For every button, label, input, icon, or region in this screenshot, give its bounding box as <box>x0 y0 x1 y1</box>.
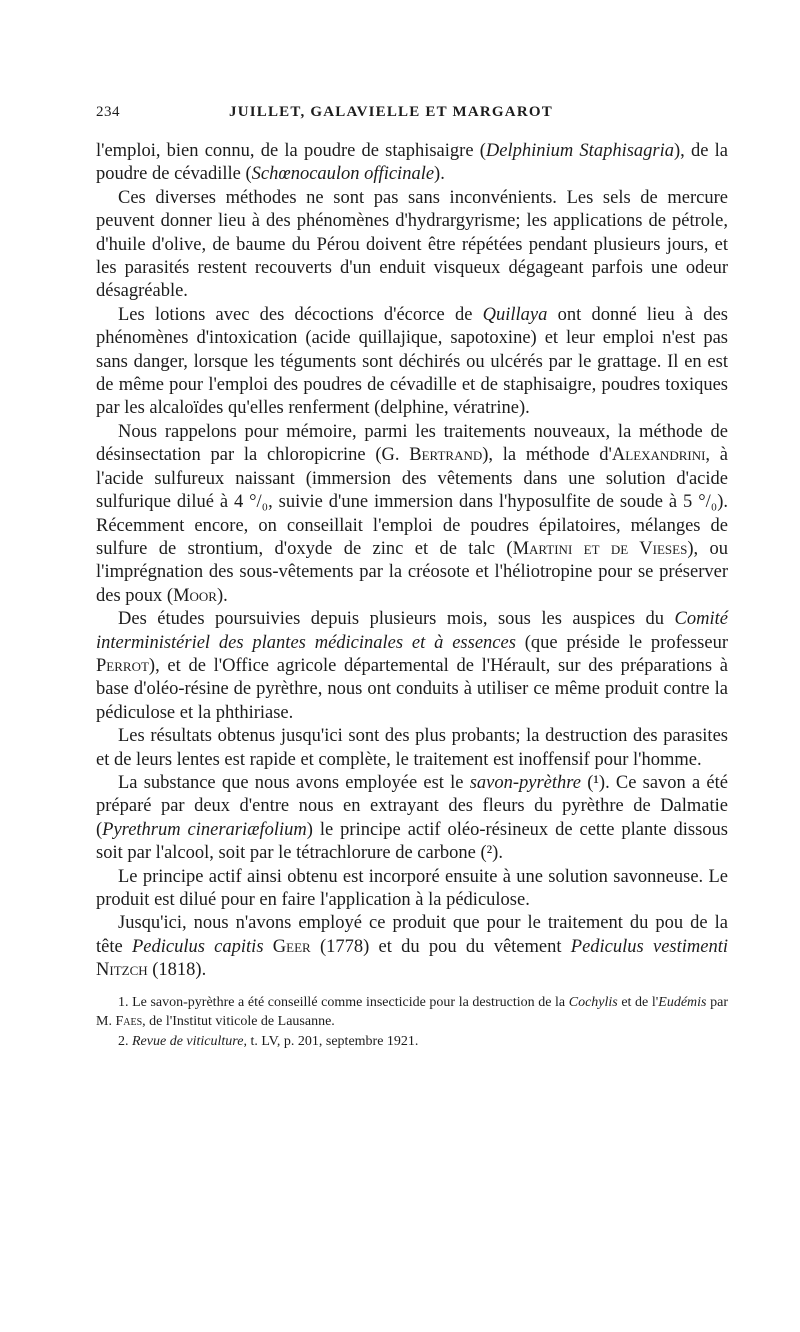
page-number: 234 <box>96 104 120 120</box>
footnote: 2. Revue de viticulture, t. LV, p. 201, septembre 1921. <box>118 1033 419 1049</box>
paragraph: l'emploi, bien connu, de la poudre de staphisaigre (Delphinium Staphisagria), de la poudre de cévadille (Schœnocaulon officinale). <box>96 141 728 185</box>
page-header <box>96 104 728 130</box>
paragraph: Jusqu'ici, nous n'avons employé ce produit que pour le traitement du pou de la tête Pediculus capitis Geer (1778) et du pou du vêtement Pediculus vestimenti Nitzch (1818). <box>96 913 728 981</box>
paragraph: Nous rappelons pour mémoire, parmi les traitements nouveaux, la méthode de désinsectation par la chloropicrine (G. Bertrand), la méthode d'Alexandrini, à l'acide sulfureux naissant (immersion des vêtements dans une solution d'acide sulfurique dilué à 4 °/₀, suivie d'une immersion dans l'hyposulfite de soude à 5 °/₀). Récemment encore, on conseillait l'emploi de poudres épilatoires, mélanges de sulfure de strontium, d'oxyde de zinc et de talc (Martini et de Vieses), ou l'imprégnation des sous-vêtements par la créosote et l'héliotropine pour se préserver des poux (Moor). <box>96 421 729 606</box>
paragraph: Des études poursuivies depuis plusieurs mois, sous les auspices du Comité interministériel des plantes médicinales et à essences (que préside le professeur Perrot), et de l'Office agricole départemental de l'Hérault, sur des préparations à base d'oléo-résine de pyrèthre, nous ont conduits à utiliser ce même produit contre la pédiculose et la phthiriase. <box>96 609 728 723</box>
running-head-authors: JUILLET, GALAVIELLE ET MARGAROT <box>229 104 553 120</box>
paragraph: Le principe actif ainsi obtenu est incorporé ensuite à une solution savonneuse. Le produit est dilué pour en faire l'application à la pédiculose. <box>96 866 728 910</box>
footnote: 1. Le savon-pyrèthre a été conseillé comme insecticide pour la destruction de la Cochylis et de l'Eudémis par M. Faes, de l'Institut viticole de Lausanne. <box>96 994 728 1030</box>
footnotes <box>96 993 728 1052</box>
paragraph: Ces diverses méthodes ne sont pas sans inconvénients. Les sels de mercure peuvent donner lieu à des phénomènes d'hydrargyrisme; les applications de pétrole, d'huile d'olive, de baume du Pérou doivent être répétées pendant plusieurs jours, et les parasités restent recouverts d'un enduit visqueux dégageant parfois une odeur désagréable. <box>96 187 728 302</box>
paragraph: La substance que nous avons employée est le savon-pyrèthre (¹). Ce savon a été préparé par deux d'entre nous en extrayant des fleurs du pyrèthre de Dalmatie (Pyrethrum cinerariæfolium) le principe actif oléo-résineux de cette plante dissous soit par l'alcool, soit par le tétrachlorure de carbone (²). <box>96 772 728 864</box>
document-page <box>96 104 728 1051</box>
paragraph: Les résultats obtenus jusqu'ici sont des plus probants; la destruction des parasites et de leurs lentes est rapide et complète, le traitement est inoffensif pour l'homme. <box>96 726 728 770</box>
paragraph: Les lotions avec des décoctions d'écorce de Quillaya ont donné lieu à des phénomènes d'intoxication (acide quillajique, sapotoxine) et leur emploi n'est pas sans danger, lorsque les téguments sont déchirés ou ulcérés par le grattage. Il en est de même pour l'emploi des poudres de cévadille et de staphisaigre, poudres toxiques par les alcaloïdes qu'elles renferment (delphine, vératrine). <box>96 304 728 419</box>
